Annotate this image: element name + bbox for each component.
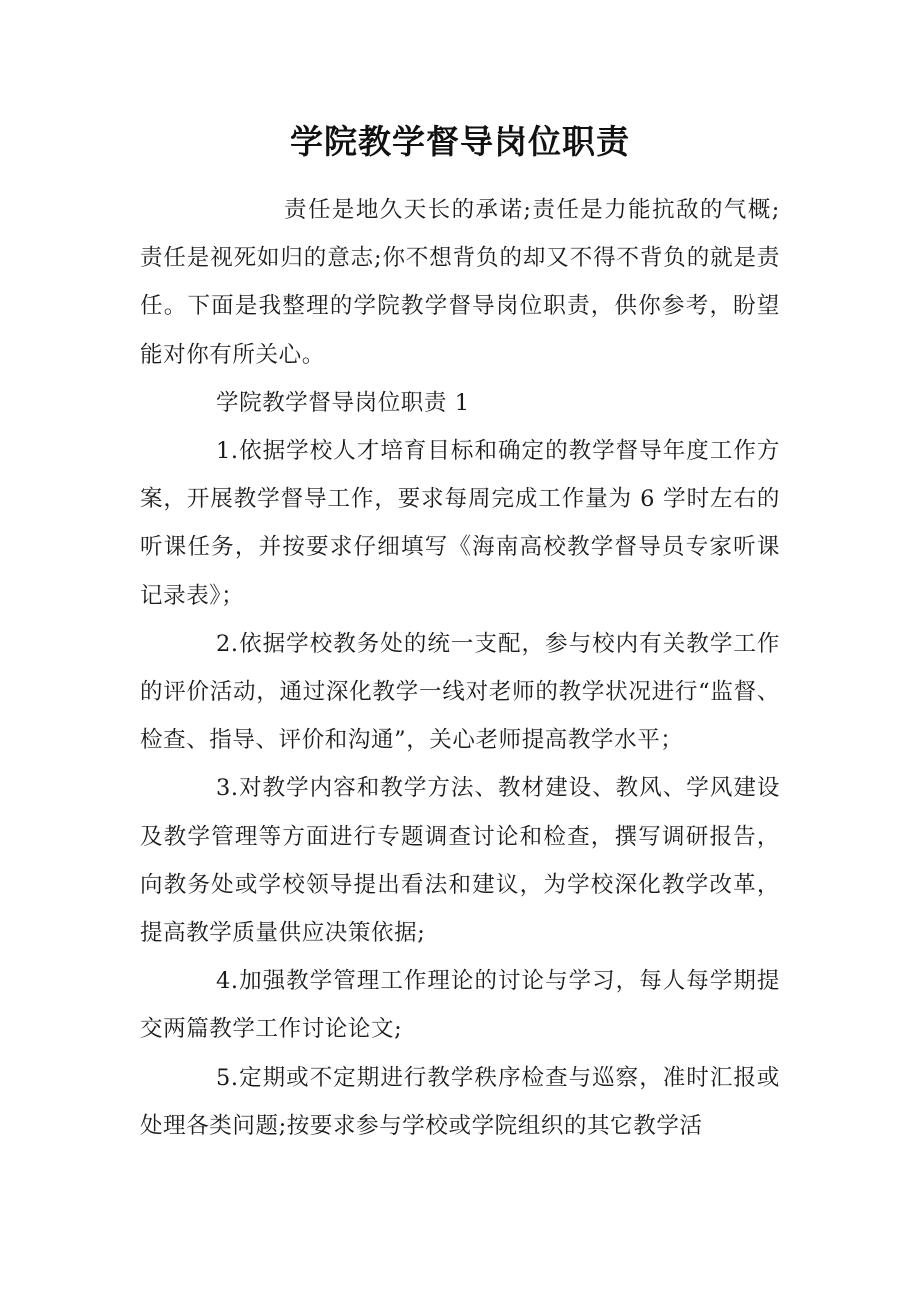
duty-item-4: 4.加强教学管理工作理论的讨论与学习，每人每学期提交两篇教学工作讨论论文; bbox=[140, 968, 780, 1043]
intro-paragraph: 责任是地久天长的承诺;责任是力能抗敌的气概;责任是视死如归的意志;你不想背负的却又不得不背负的就是责任。下面是我整理的学院教学督导岗位职责，供你参考，盼望能对你有所关心。 bbox=[140, 197, 780, 368]
duty-item-2: 2.依据学校教务处的统一支配，参与校内有关教学工作的评价活动，通过深化教学一线对老师的教学状况进行“监督、检查、指导、评价和沟通”，关心老师提高教学水平； bbox=[140, 630, 780, 754]
duty-item-1: 1.依据学校人才培育目标和确定的教学督导年度工作方案，开展教学督导工作，要求每周完成工作量为 6 学时左右的听课任务，并按要求仔细填写《海南高校教学督导员专家听课记录表》； bbox=[140, 438, 780, 609]
document-title: 学院教学督导岗位职责 bbox=[290, 122, 630, 161]
document-body bbox=[140, 186, 780, 1150]
section-heading: 学院教学督导岗位职责 1 bbox=[216, 389, 470, 416]
duty-item-3: 3.对教学内容和教学方法、教材建设、教风、学风建设及教学管理等方面进行专题调查讨论和检查，撰写调研报告，向教务处或学校领导提出看法和建议，为学校深化教学改革，提高教学质量供应决策依据; bbox=[140, 775, 780, 947]
duty-item-5: 5.定期或不定期进行教学秩序检查与巡察，准时汇报或处理各类问题;按要求参与学校或学院组织的其它教学活 bbox=[140, 1064, 780, 1139]
